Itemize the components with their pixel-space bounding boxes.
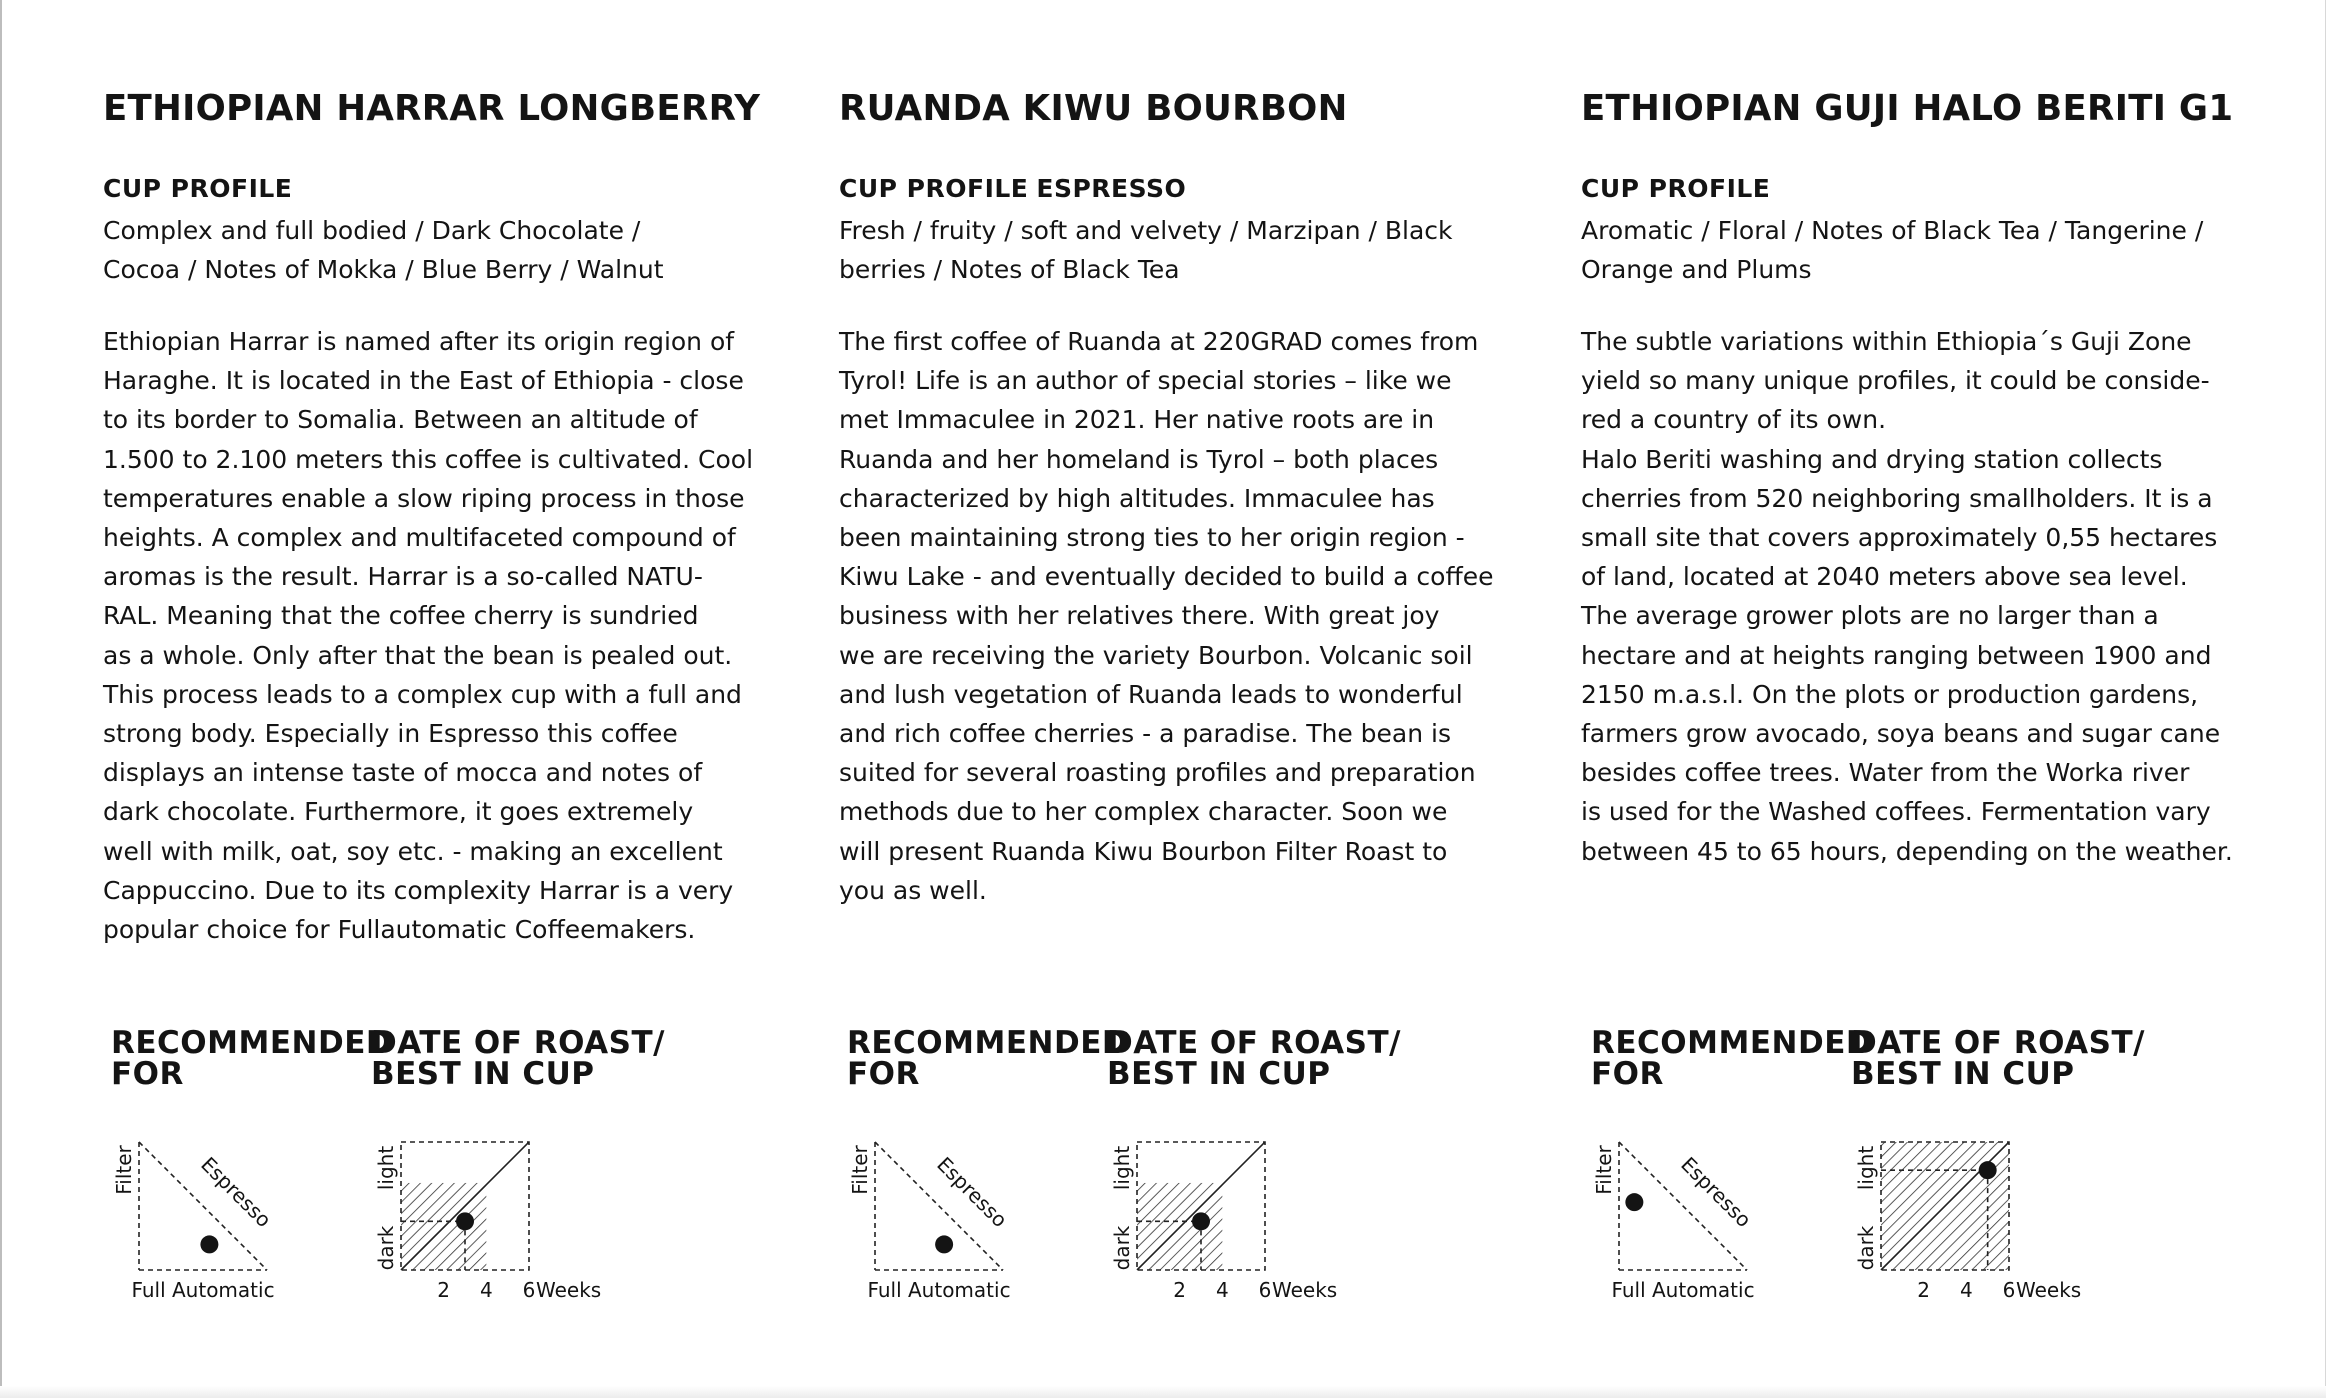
triangle-label-filter: Filter bbox=[112, 1145, 136, 1195]
coffee-description bbox=[1581, 322, 2231, 871]
description-line: Kiwu Lake - and eventually decided to build a coffee bbox=[839, 562, 1494, 592]
recommended-point bbox=[935, 1235, 953, 1253]
description-line: we are receiving the variety Bourbon. Volcanic soil bbox=[839, 640, 1473, 670]
heading-line: RECOMMENDED bbox=[847, 1025, 1129, 1061]
heading-line: RECOMMENDED bbox=[111, 1025, 393, 1061]
triangle-label-filter: Filter bbox=[1592, 1145, 1616, 1195]
description-line: of land, located at 2040 meters above sea level. bbox=[1581, 562, 2188, 592]
cup-profile-notes bbox=[103, 211, 753, 289]
recommended-point bbox=[200, 1235, 218, 1253]
profile-line: berries / Notes of Black Tea bbox=[839, 255, 1180, 284]
page-bottom-shadow bbox=[0, 1386, 2326, 1398]
cup-profile-notes bbox=[1581, 211, 2231, 289]
profile-line: Aromatic / Floral / Notes of Black Tea / Tangerine / bbox=[1581, 216, 2204, 245]
description-line: will present Ruanda Kiwu Bourbon Filter Roast to bbox=[839, 836, 1448, 866]
weeks-axis-label: Weeks bbox=[536, 1278, 602, 1302]
description-line: between 45 to 65 hours, depending on the weather. bbox=[1581, 836, 2233, 866]
heading-line: BEST IN CUP bbox=[1851, 1056, 2075, 1092]
description-line: The first coffee of Ruanda at 220GRAD comes from bbox=[839, 327, 1479, 356]
weeks-axis-label: Weeks bbox=[1272, 1278, 1338, 1302]
cup-profile-heading bbox=[103, 174, 292, 203]
description-line: been maintaining strong ties to her origin region - bbox=[839, 523, 1465, 553]
week-tick-label: 6 bbox=[522, 1278, 536, 1302]
description-line: met Immaculee in 2021. Her native roots are in bbox=[839, 405, 1435, 435]
coffee-diagrams bbox=[1591, 1025, 2082, 1308]
description-line: 1.500 to 2.100 meters this coffee is cultivated. Cool bbox=[103, 444, 754, 474]
description-line: The subtle variations within Ethiopia´s Guji Zone bbox=[1581, 327, 2192, 356]
week-tick-label: 4 bbox=[479, 1278, 493, 1302]
coffee-diagrams bbox=[111, 1025, 602, 1308]
week-tick-label: 2 bbox=[1917, 1278, 1931, 1302]
description-line: hectare and at heights ranging between 1900 and bbox=[1581, 640, 2212, 670]
description-line: red a country of its own. bbox=[1581, 405, 1887, 435]
cup-profile-heading bbox=[1581, 174, 1770, 203]
cup-profile-heading bbox=[839, 174, 1186, 203]
description-line: The average grower plots are no larger than a bbox=[1581, 601, 2159, 631]
description-line: Ethiopian Harrar is named after its origin region of bbox=[103, 327, 735, 356]
heading-line: BEST IN CUP bbox=[371, 1056, 595, 1092]
week-tick-label: 4 bbox=[1215, 1278, 1229, 1302]
week-tick-label: 2 bbox=[1173, 1278, 1187, 1302]
cup-profile-method: ESPRESSO bbox=[1036, 174, 1187, 203]
coffee-title: ETHIOPIAN GUJI HALO BERITI G1 bbox=[1581, 88, 2234, 129]
heading-line: BEST IN CUP bbox=[1107, 1056, 1331, 1092]
profile-line: Complex and full bodied / Dark Chocolate / bbox=[103, 216, 641, 245]
description-line: Ruanda and her homeland is Tyrol – both places bbox=[839, 444, 1439, 474]
heading-line: DATE OF ROAST/ bbox=[1107, 1025, 1401, 1061]
description-line: well with milk, oat, soy etc. - making an excellent bbox=[103, 836, 723, 866]
profile-line: Cocoa / Notes of Mokka / Blue Berry / Walnut bbox=[103, 255, 664, 284]
description-line: RAL. Meaning that the coffee cherry is sundried bbox=[103, 601, 699, 631]
description-line: aromas is the result. Harrar is a so-called NATU- bbox=[103, 562, 703, 592]
description-line: to its border to Somalia. Between an altitude of bbox=[103, 405, 698, 435]
triangle-label-filter: Filter bbox=[848, 1145, 872, 1195]
coffee-info-widget bbox=[847, 1025, 1401, 1308]
roast-axis-light-label: light bbox=[374, 1145, 398, 1191]
description-line: cherries from 520 neighboring smallholders. It is a bbox=[1581, 483, 2213, 513]
description-line: Tyrol! Life is an author of special stories – like we bbox=[839, 366, 1452, 396]
heading-line: DATE OF ROAST/ bbox=[1851, 1025, 2145, 1061]
description-line: Haraghe. It is located in the East of Ethiopia - close bbox=[103, 366, 744, 396]
triangle-label-full-automatic: Full Automatic bbox=[1611, 1278, 1755, 1302]
description-line: small site that covers approximately 0,55 hectares bbox=[1581, 523, 2218, 553]
cup-profile-label: CUP PROFILE bbox=[103, 174, 293, 203]
coffee-info-widget bbox=[1591, 1025, 2145, 1308]
week-tick-label: 2 bbox=[437, 1278, 451, 1302]
profile-line: Fresh / fruity / soft and velvety / Marzipan / Black bbox=[839, 216, 1453, 245]
cup-profile-notes bbox=[839, 211, 1489, 289]
heading-line: FOR bbox=[847, 1056, 920, 1092]
heading-line: DATE OF ROAST/ bbox=[371, 1025, 665, 1061]
description-line: as a whole. Only after that the bean is pealed out. bbox=[103, 640, 733, 670]
coffee-title: ETHIOPIAN HARRAR LONGBERRY bbox=[103, 88, 761, 129]
description-line: you as well. bbox=[839, 875, 987, 905]
roast-axis-dark-label: dark bbox=[1110, 1225, 1134, 1271]
profile-line: Orange and Plums bbox=[1581, 255, 1812, 284]
description-line: strong body. Especially in Espresso this coffee bbox=[103, 719, 678, 749]
triangle-label-full-automatic: Full Automatic bbox=[131, 1278, 275, 1302]
description-line: farmers grow avocado, soya beans and sugar cane bbox=[1581, 719, 2221, 749]
coffee-diagrams bbox=[847, 1025, 1338, 1308]
description-line: suited for several roasting profiles and preparation bbox=[839, 758, 1476, 788]
coffee-info-widget bbox=[111, 1025, 665, 1308]
description-line: displays an intense taste of mocca and notes of bbox=[103, 758, 703, 788]
triangle-label-espresso: Espresso bbox=[1676, 1152, 1757, 1233]
description-line: besides coffee trees. Water from the Worka river bbox=[1581, 758, 2190, 788]
heading-line: RECOMMENDED bbox=[1591, 1025, 1873, 1061]
description-line: heights. A complex and multifaceted compound of bbox=[103, 523, 736, 553]
description-line: methods due to her complex character. Soon we bbox=[839, 797, 1448, 827]
week-tick-label: 4 bbox=[1959, 1278, 1973, 1302]
description-line: This process leads to a complex cup with a full and bbox=[103, 679, 742, 709]
heading-line: FOR bbox=[1591, 1056, 1664, 1092]
roast-axis-dark-label: dark bbox=[1854, 1225, 1878, 1271]
description-line: is used for the Washed coffees. Fermentation vary bbox=[1581, 797, 2211, 827]
coffee-title: RUANDA KIWU BOURBON bbox=[839, 88, 1348, 129]
heading-line: FOR bbox=[111, 1056, 184, 1092]
recommended-point bbox=[1625, 1193, 1643, 1211]
cup-profile-label: CUP PROFILE bbox=[1581, 174, 1771, 203]
triangle-label-full-automatic: Full Automatic bbox=[867, 1278, 1011, 1302]
cup-profile-label: CUP PROFILE bbox=[839, 174, 1029, 203]
week-tick-label: 6 bbox=[1258, 1278, 1272, 1302]
week-tick-label: 6 bbox=[2002, 1278, 2016, 1302]
description-line: and rich coffee cherries - a paradise. The bean is bbox=[839, 719, 1452, 749]
roast-point bbox=[1192, 1212, 1210, 1230]
coffee-description bbox=[103, 322, 753, 949]
description-line: and lush vegetation of Ruanda leads to wonderful bbox=[839, 679, 1463, 709]
description-line: 2150 m.a.s.l. On the plots or production gardens, bbox=[1581, 679, 2199, 709]
roast-axis-light-label: light bbox=[1854, 1145, 1878, 1191]
weeks-axis-label: Weeks bbox=[2016, 1278, 2082, 1302]
description-line: yield so many unique profiles, it could be conside- bbox=[1581, 366, 2210, 396]
description-line: business with her relatives there. With great joy bbox=[839, 601, 1440, 631]
roast-point bbox=[1979, 1161, 1997, 1179]
triangle-label-espresso: Espresso bbox=[196, 1152, 277, 1233]
roast-axis-dark-label: dark bbox=[374, 1225, 398, 1271]
triangle-label-espresso: Espresso bbox=[932, 1152, 1013, 1233]
description-line: Cappuccino. Due to its complexity Harrar is a very bbox=[103, 875, 734, 905]
description-line: dark chocolate. Furthermore, it goes extremely bbox=[103, 797, 694, 827]
roast-point bbox=[456, 1212, 474, 1230]
description-line: temperatures enable a slow riping process in those bbox=[103, 483, 745, 513]
description-line: popular choice for Fullautomatic Coffeemakers. bbox=[103, 915, 696, 945]
description-line: Halo Beriti washing and drying station collects bbox=[1581, 444, 2163, 474]
description-line: characterized by high altitudes. Immaculee has bbox=[839, 483, 1435, 513]
roast-axis-light-label: light bbox=[1110, 1145, 1134, 1191]
coffee-description bbox=[839, 322, 1494, 910]
